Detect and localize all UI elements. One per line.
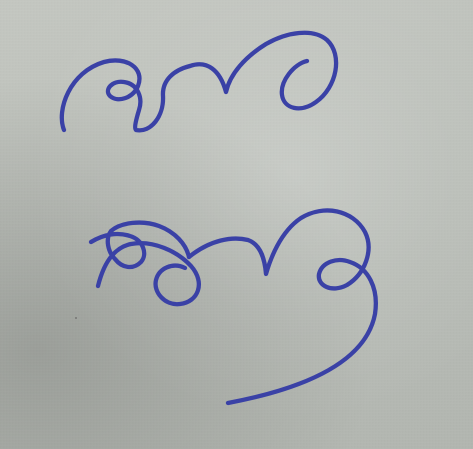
- handwritten-word-line-1: [62, 33, 336, 131]
- ink-stroke-1b: [190, 33, 336, 109]
- ink-stroke-2b: [98, 243, 199, 304]
- handwritten-word-line-2: [91, 210, 376, 403]
- ink-stroke-1a: [62, 60, 190, 130]
- ink-stroke-2c: [189, 210, 376, 403]
- paper-speck: [75, 317, 77, 319]
